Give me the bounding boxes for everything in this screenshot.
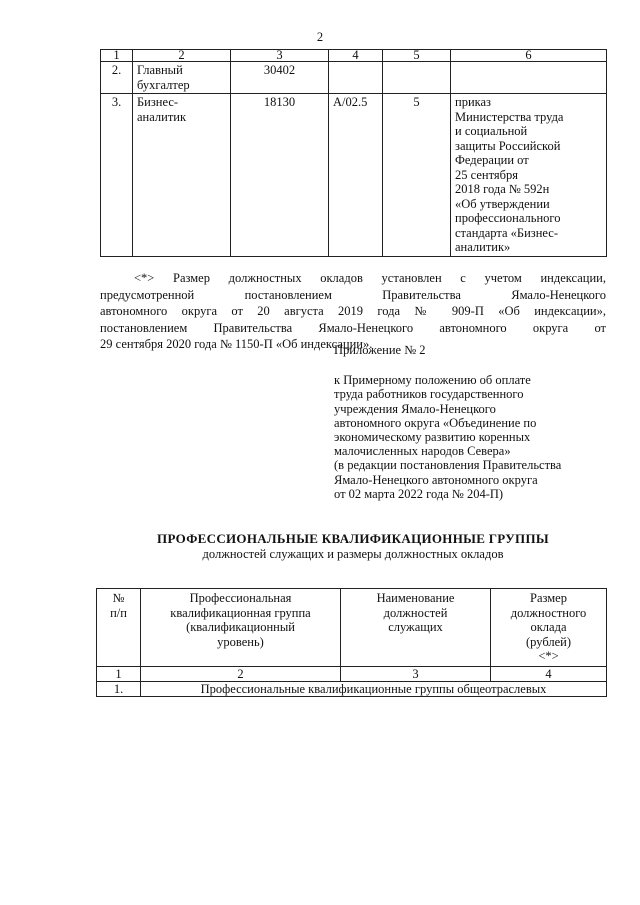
basis-line: Федерации от bbox=[455, 153, 529, 167]
column-number: 2 bbox=[141, 666, 341, 681]
appendix-line: автономного округа «Объединение по bbox=[334, 415, 537, 430]
basis-line: профессионального bbox=[455, 211, 561, 225]
header-line: квалификационная группа bbox=[170, 605, 311, 620]
header-line: (квалификационный bbox=[186, 620, 295, 635]
header-cell: 4 bbox=[329, 50, 383, 62]
basis-line: «Об утверждении bbox=[455, 196, 550, 211]
basis-line: 2018 года № 592н bbox=[455, 182, 550, 196]
title-line: бухгалтер bbox=[137, 77, 190, 92]
header-line: оклада bbox=[530, 620, 567, 635]
table-header-row bbox=[97, 589, 607, 667]
appendix-line: от 02 марта 2022 года № 204-П) bbox=[334, 486, 504, 501]
title-line: аналитик bbox=[137, 109, 187, 124]
page-number: 2 bbox=[316, 30, 324, 44]
appendix-line: учреждения Ямало-Ненецкого bbox=[334, 401, 496, 416]
row-number: 2. bbox=[101, 62, 133, 94]
title-line: Главный bbox=[137, 63, 183, 77]
column-numbers-row bbox=[97, 666, 607, 681]
basis-line: 25 сентября bbox=[455, 167, 518, 182]
header-cell bbox=[491, 589, 607, 667]
header-line: Профессиональная bbox=[189, 591, 292, 605]
qualification-groups-table bbox=[96, 588, 607, 697]
header-cell: 1 bbox=[101, 50, 133, 62]
header-line: <*> bbox=[538, 649, 559, 664]
header-cell: 2 bbox=[133, 50, 231, 62]
section-row-text: Профессиональные квалификационные группы общеотраслевых bbox=[141, 681, 607, 696]
section-subtitle: должностей служащих и размеры должностных окладов bbox=[202, 547, 504, 561]
level-cell bbox=[383, 62, 451, 94]
appendix-line: труда работников государственного bbox=[334, 387, 524, 402]
salary-cell: 18130 bbox=[231, 94, 329, 257]
table-header-row bbox=[101, 50, 607, 62]
row-number: 3. bbox=[101, 94, 133, 257]
appendix-line: экономическому развитию коренных bbox=[334, 430, 531, 445]
footnote bbox=[100, 270, 606, 353]
header-line: № bbox=[112, 591, 125, 605]
code-cell: A/02.5 bbox=[329, 94, 383, 257]
table-row bbox=[101, 94, 607, 257]
table-row bbox=[97, 681, 607, 696]
header-line: должностного bbox=[510, 605, 587, 620]
position-title bbox=[133, 62, 231, 94]
row-number: 1. bbox=[97, 681, 141, 696]
position-title bbox=[133, 94, 231, 257]
footnote-line: предусмотренной постановлением Правительства Ямало-Ненецкого bbox=[100, 287, 606, 302]
column-number: 1 bbox=[97, 666, 141, 681]
basis-line: приказ bbox=[455, 95, 491, 109]
header-line: (рублей) bbox=[525, 634, 572, 649]
section-title: ПРОФЕССИОНАЛЬНЫЕ КВАЛИФИКАЦИОННЫЕ ГРУППЫ bbox=[157, 531, 549, 546]
header-line: служащих bbox=[388, 620, 443, 635]
appendix-line: малочисленных народов Севера» bbox=[334, 444, 511, 459]
column-number: 4 bbox=[491, 666, 607, 681]
code-cell bbox=[329, 62, 383, 94]
header-line: должностей bbox=[383, 605, 448, 620]
table-row bbox=[101, 62, 607, 94]
appendix-line: к Примерному положению об оплате bbox=[334, 373, 531, 388]
footnote-line: постановлением Правительства Ямало-Ненецкого автономного округа от bbox=[100, 320, 606, 335]
level-cell: 5 bbox=[383, 94, 451, 257]
appendix-line: Ямало-Ненецкого автономного округа bbox=[334, 472, 538, 487]
header-cell: 3 bbox=[231, 50, 329, 62]
header-line: уровень) bbox=[217, 634, 264, 649]
header-line: Наименование bbox=[376, 591, 455, 605]
positions-table bbox=[100, 49, 607, 257]
header-cell bbox=[341, 589, 491, 667]
column-number: 3 bbox=[341, 666, 491, 681]
basis-line: стандарта «Бизнес- bbox=[455, 225, 558, 240]
footnote-line: автономного округа от 20 августа 2019 года № 909-П «Об индексации», bbox=[100, 304, 606, 318]
basis-line: Министерства труда bbox=[455, 109, 564, 124]
basis-line: аналитик» bbox=[455, 240, 511, 254]
header-line: Размер bbox=[530, 591, 567, 605]
appendix-line: (в редакции постановления Правительства bbox=[334, 458, 562, 473]
appendix-title: Приложение № 2 bbox=[334, 343, 426, 357]
appendix-block bbox=[334, 343, 614, 501]
header-cell bbox=[97, 589, 141, 667]
header-cell: 5 bbox=[383, 50, 451, 62]
salary-cell: 30402 bbox=[231, 62, 329, 94]
basis-line: защиты Российской bbox=[455, 138, 561, 153]
footnote-line: 29 сентября 2020 года № 1150-П «Об индексации». bbox=[100, 337, 373, 351]
header-cell: 6 bbox=[451, 50, 607, 62]
header-cell bbox=[141, 589, 341, 667]
basis-line: и социальной bbox=[455, 124, 528, 138]
footnote-line: <*> Размер должностных окладов установлен с учетом индексации, bbox=[134, 271, 606, 285]
basis-cell bbox=[451, 94, 607, 257]
header-line: п/п bbox=[110, 605, 127, 620]
title-line: Бизнес- bbox=[137, 95, 179, 109]
basis-cell bbox=[451, 62, 607, 94]
